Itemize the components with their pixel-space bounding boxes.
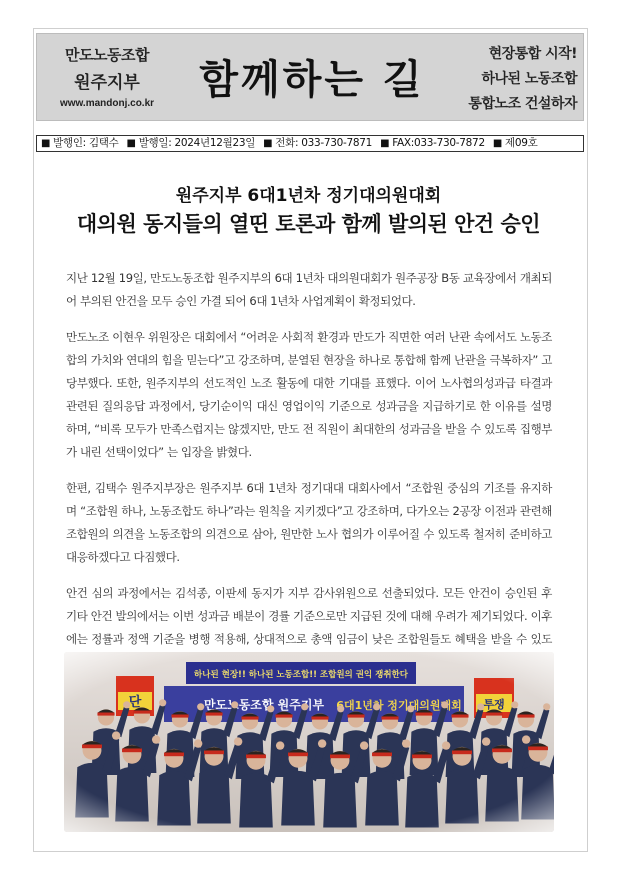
publish-date: 발행일: 2024년12월23일 [138, 137, 256, 149]
photo-vignette [64, 652, 554, 832]
article-headline: 대의원 동지들의 열띤 토론과 함께 발의된 안건 승인 [76, 212, 541, 236]
slogan-block [439, 42, 577, 117]
phone: 전화: 033-730-7871 [275, 137, 373, 149]
square-bullet-icon: ■ [263, 138, 273, 149]
paragraph: 안건 심의 과정에서는 김석종, 이판세 동지가 지부 감사위원으로 선출되었다. 모든 안건이 승인된 후 기타 안건 발의에서는 이번 성과금 배분이 경률 기준으로만 지급된 것에 대해 우려가 제기되었다. 이후에는 정률과 정액 기준을 병행 적용해, 상대적으로 총액 임금이 낮은 조합원들도 혜택을 받을 수 있도 [66, 586, 552, 646]
square-bullet-icon: ■ [380, 138, 390, 149]
branch-name: 원주지부 [74, 73, 140, 93]
fax: FAX:033-730-7872 [392, 137, 485, 149]
paragraph: 만도노조 이현우 위원장은 대회에서 “어려운 사회적 환경과 만도가 직면한 여러 난관 속에서도 노동조합의 가치와 연대의 힘을 믿는다”고 강조하며, 분열된 현장을 하나로 통합해 함께 난관을 극복하자” 고 당부했다. 또한, 원주지부의 선도적인 노조 활동에 대한 기대를 표했다. 이어 노사협의성과급 타결과 관련된 질의응답 과정에서, 당기순이익 대신 영업이익 기준으로 성과금을 지급하기로 한 이유를 설명하며, “비록 모두가 만족스럽지는 않겠지만, 만도 전 직원이 최대한의 성과금을 받을 수 있도록 집행부가 내린 선택이었다” 는 입장을 밝혔다. [66, 330, 552, 459]
event-photo [64, 652, 554, 832]
publication-info-bar [36, 135, 584, 152]
article-body [66, 267, 552, 687]
paragraph: 지난 12월 19일, 만도노동조합 원주지부의 6대 1년차 대의원대회가 원주공장 B동 교육장에서 개최되어 부의된 안건을 모두 승인 가결 되어 6대 1년차 사업계획이 확정되었다. [66, 271, 552, 308]
slogan-3: 통합노조 건설하자 [468, 96, 577, 112]
square-bullet-icon: ■ [492, 138, 503, 149]
paragraph: 한편, 김택수 원주지부장은 원주지부 6대 1년차 정기대대 대회사에서 “조합원 중심의 기조를 유지하며 “조합원 하나, 노동조합도 하나”라는 원칙을 지키겠다”고 강조하며, 다가오는 2공장 이전과 관련해 조합원의 의견을 노동조합의 의견으로 삼아, 원만한 노사 협의가 이루어질 수 있도록 철저히 준비하고 대응하겠다고 다짐했다. [66, 481, 552, 564]
org-name: 만도노동조합 [65, 46, 149, 64]
slogan-2: 하나된 노동조합 [481, 71, 577, 87]
website-link[interactable]: www.mandonj.co.kr [59, 98, 155, 109]
masthead-logo-block [37, 34, 177, 120]
publisher: 발행인: 김택수 [53, 137, 119, 149]
issue-number: 제09호 [505, 137, 538, 149]
newsletter-title: 함께하는 길 [199, 57, 425, 103]
square-bullet-icon: ■ [126, 138, 136, 149]
masthead [36, 33, 584, 121]
article-subtitle: 원주지부 6대1년차 정기대의원대회 [175, 186, 442, 206]
slogan-1: 현장통합 시작! [488, 46, 577, 62]
square-bullet-icon: ■ [41, 138, 51, 149]
